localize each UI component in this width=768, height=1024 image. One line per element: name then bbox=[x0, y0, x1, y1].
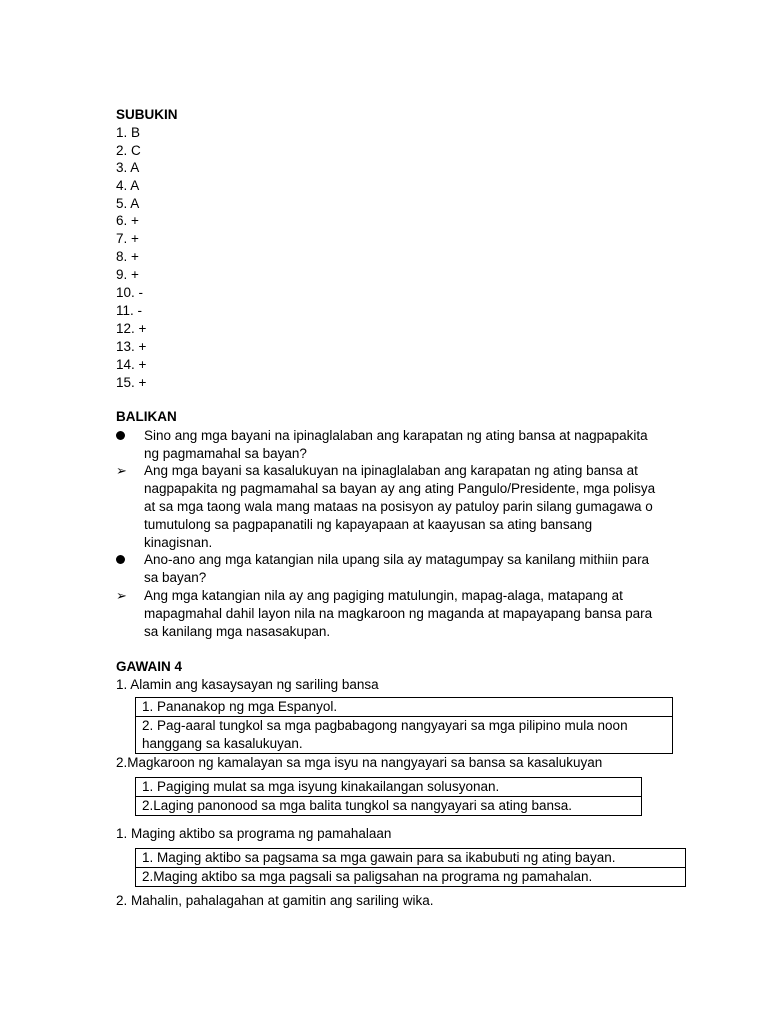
subukin-heading: SUBUKIN bbox=[116, 107, 178, 122]
answer-table bbox=[135, 697, 673, 754]
section-title: 2. Mahalin, pahalagahan at gamitin ang sariling wika. bbox=[116, 893, 434, 908]
answer-bullet bbox=[116, 462, 656, 552]
answer-bullet bbox=[116, 587, 656, 641]
table-row: 1. Maging aktibo sa pagsama sa mga gawain para sa ikabubuti ng ating bayan. bbox=[136, 849, 685, 868]
answer-item: 14. + bbox=[116, 357, 147, 372]
answer-item: 3. A bbox=[116, 160, 140, 175]
section-title: 1. Maging aktibo sa programa ng pamahalaan bbox=[116, 826, 392, 841]
gawain4-heading: GAWAIN 4 bbox=[116, 659, 183, 674]
question-text: Sino ang mga bayani na ipinaglalaban ang karapatan ng ating bansa at nagpapakita ng pagmamahal sa bayan? bbox=[144, 428, 648, 461]
balikan-heading: BALIKAN bbox=[116, 409, 177, 424]
answer-item: 2. C bbox=[116, 143, 141, 158]
answer-item: 15. + bbox=[116, 375, 147, 390]
answer-text: Ang mga katangian nila ay ang pagiging matulungin, mapag-alaga, matapang at mapagmahal dahil layon nila na magkaroon ng maganda at mapayapang bansa para sa kanilang mga nasasakupan. bbox=[144, 588, 653, 639]
answer-item: 1. B bbox=[116, 125, 141, 140]
answer-table bbox=[135, 777, 642, 816]
question-text: Ano-ano ang mga katangian nila upang sila ay matagumpay sa kanilang mithiin para sa bayan? bbox=[144, 552, 650, 585]
answer-item: 5. A bbox=[116, 196, 140, 211]
table-row: 2.Laging panonood sa mga balita tungkol sa nangyayari sa ating bansa. bbox=[142, 798, 573, 813]
answer-item: 4. A bbox=[116, 178, 140, 193]
bullet-dot-icon bbox=[116, 427, 136, 445]
answer-item: 8. + bbox=[116, 249, 139, 264]
question-bullet bbox=[116, 551, 656, 587]
answer-item: 12. + bbox=[116, 321, 147, 336]
answer-table bbox=[135, 848, 686, 887]
answer-text: Ang mga bayani sa kasalukuyan na ipinaglalaban ang karapatan ng ating bansa at nagpapakita ng pagmamahal sa bayan ay ang ating Pangulo/Presidente, mga polisya at sa mga taong wala mang mataas na posisyon ay patuloy parin silang gumagawa o tumutulong sa pagpapanatili ng kapayapaan at kaayusan sa ating bansang kinagisnan. bbox=[144, 463, 656, 550]
table-row: 2. Pag-aaral tungkol sa mga pagbabagong nangyayari sa mga pilipino mula noon hanggang sa kasalukuyan. bbox=[142, 718, 628, 751]
table-row: 2.Maging aktibo sa mga pagsali sa paligsahan na programa ng pamahalan. bbox=[142, 869, 593, 884]
bullet-dot-icon bbox=[116, 551, 136, 569]
arrow-bullet-icon: ➢ bbox=[116, 588, 127, 603]
table-row: 1. Pananakop ng mga Espanyol. bbox=[136, 698, 672, 717]
section-title: 2.Magkaroon ng kamalayan sa mga isyu na nangyayari sa bansa sa kasalukuyan bbox=[116, 755, 603, 770]
answer-item: 11. - bbox=[116, 303, 143, 318]
answer-item: 13. + bbox=[116, 339, 147, 354]
answer-item: 10. - bbox=[116, 285, 144, 300]
answer-item: 7. + bbox=[116, 231, 139, 246]
section-title: 1. Alamin ang kasaysayan ng sariling bansa bbox=[116, 677, 379, 692]
question-bullet bbox=[116, 427, 656, 463]
table-row: 1. Pagiging mulat sa mga isyung kinakailangan solusyonan. bbox=[136, 778, 641, 797]
answer-item: 6. + bbox=[116, 213, 139, 228]
arrow-bullet-icon: ➢ bbox=[116, 463, 127, 478]
answer-item: 9. + bbox=[116, 267, 139, 282]
